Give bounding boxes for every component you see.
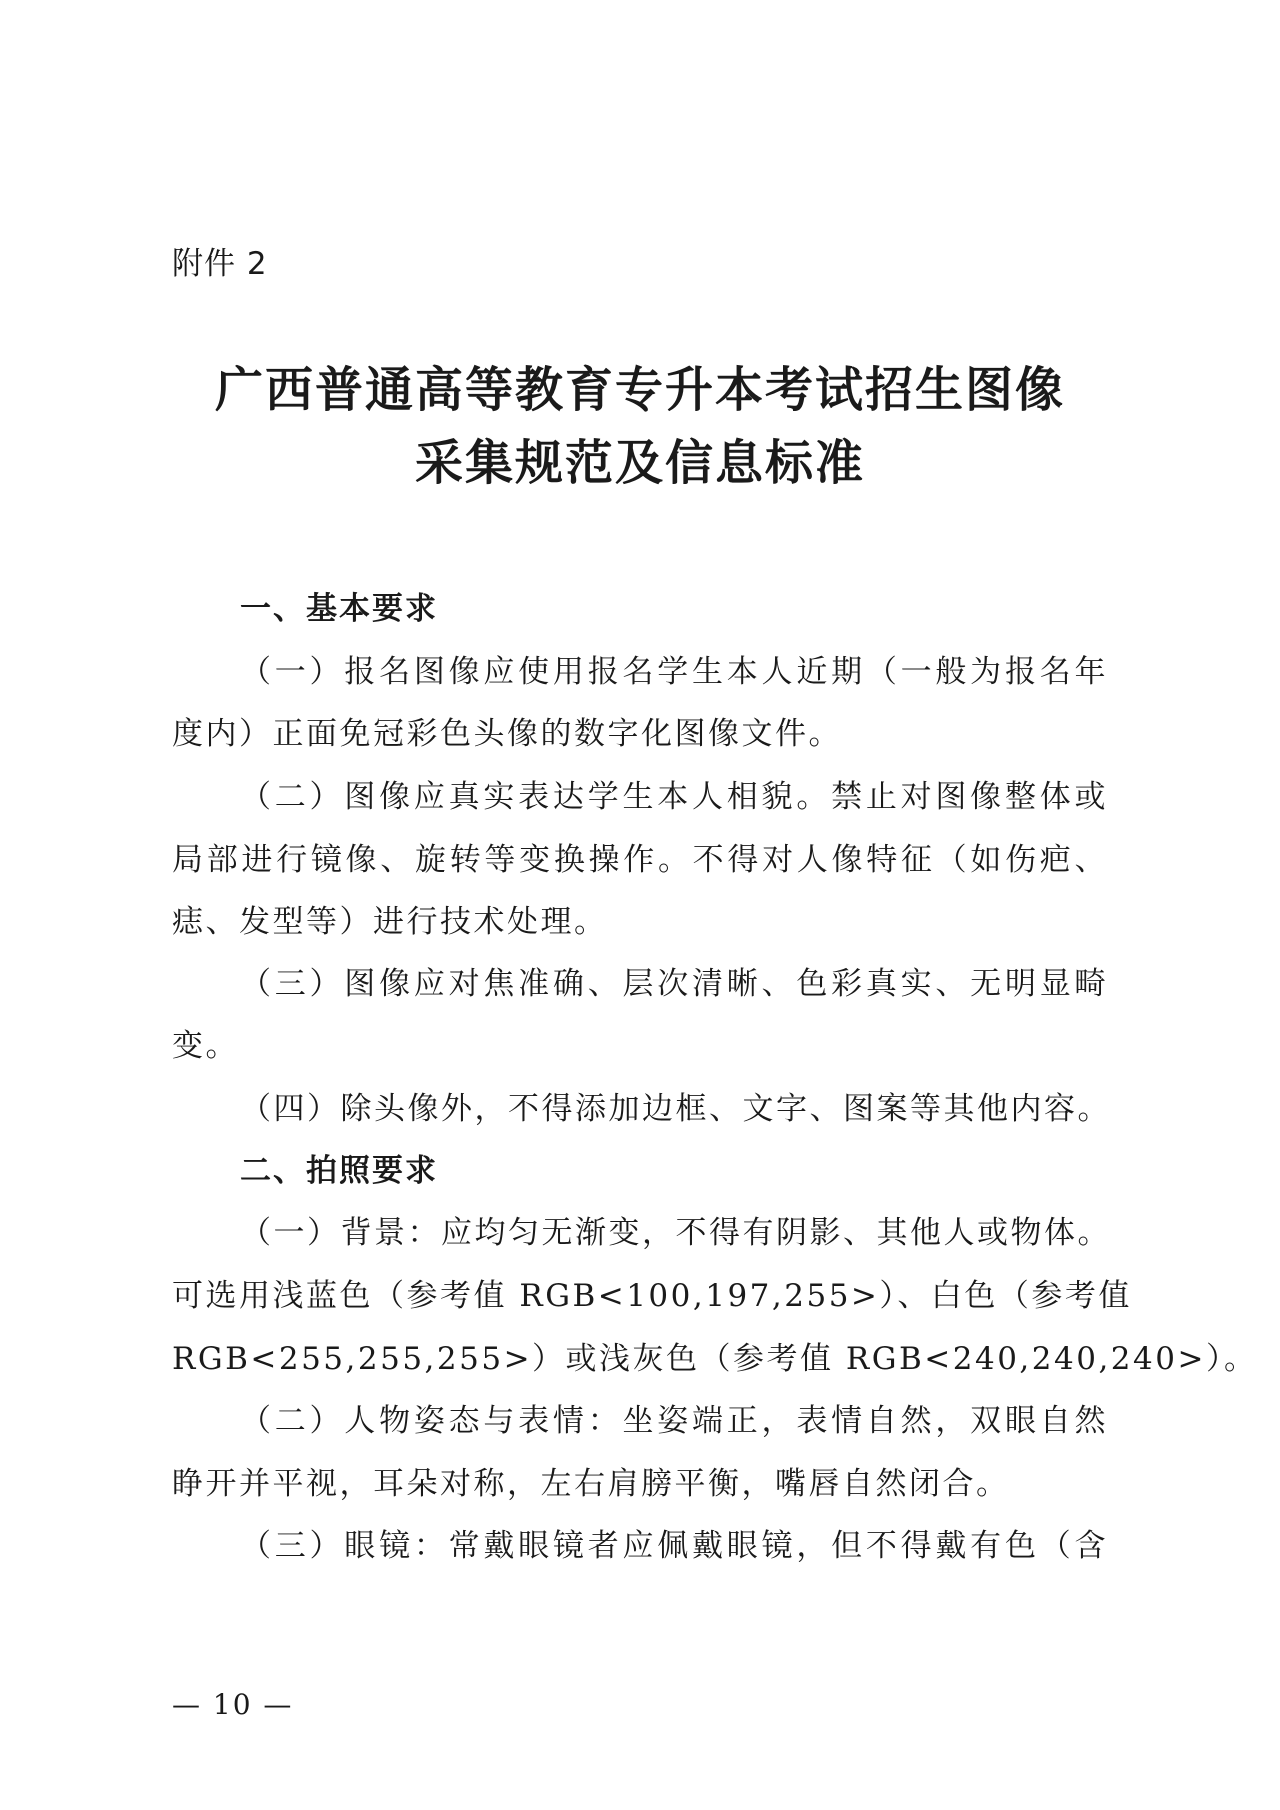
paragraph-line: （一）报名图像应使用报名学生本人近期（一般为报名年 bbox=[240, 654, 1108, 690]
paragraph-line: （二）图像应真实表达学生本人相貌。禁止对图像整体或 bbox=[240, 779, 1108, 815]
paragraph-line: 局部进行镜像、旋转等变换操作。不得对人像特征（如伤疤、 bbox=[172, 842, 1108, 878]
paragraph-line: （一）背景：应均匀无渐变，不得有阴影、其他人或物体。 bbox=[240, 1215, 1111, 1251]
paragraph-line: 变。 bbox=[172, 1028, 239, 1064]
paragraph-line: （四）除头像外，不得添加边框、文字、图案等其他内容。 bbox=[240, 1091, 1111, 1127]
paragraph-line: （二）人物姿态与表情：坐姿端正，表情自然，双眼自然 bbox=[240, 1403, 1108, 1439]
section-heading-photo-requirements: 二、拍照要求 bbox=[240, 1153, 438, 1189]
attachment-label: 附件 2 bbox=[172, 246, 268, 282]
paragraph-line: 睁开并平视，耳朵对称，左右肩膀平衡，嘴唇自然闭合。 bbox=[172, 1466, 1010, 1502]
paragraph-line: （三）图像应对焦准确、层次清晰、色彩真实、无明显畸 bbox=[240, 966, 1108, 1002]
paragraph-line: RGB<255,255,255>）或浅灰色（参考值 RGB<240,240,240>）。 bbox=[172, 1341, 1258, 1377]
document-title-line-2: 采集规范及信息标准 bbox=[414, 435, 865, 491]
page-number: — 10 — bbox=[172, 1688, 294, 1721]
document-title-line-1: 广西普通高等教育专升本考试招生图像 bbox=[214, 362, 1065, 418]
paragraph-line: 度内）正面免冠彩色头像的数字化图像文件。 bbox=[172, 716, 842, 752]
paragraph-line: 痣、发型等）进行技术处理。 bbox=[172, 904, 608, 940]
paragraph-line: 可选用浅蓝色（参考值 RGB<100,197,255>）、白色（参考值 bbox=[172, 1278, 1132, 1314]
paragraph-line: （三）眼镜：常戴眼镜者应佩戴眼镜，但不得戴有色（含 bbox=[240, 1528, 1108, 1564]
section-heading-basic-requirements: 一、基本要求 bbox=[240, 591, 438, 627]
